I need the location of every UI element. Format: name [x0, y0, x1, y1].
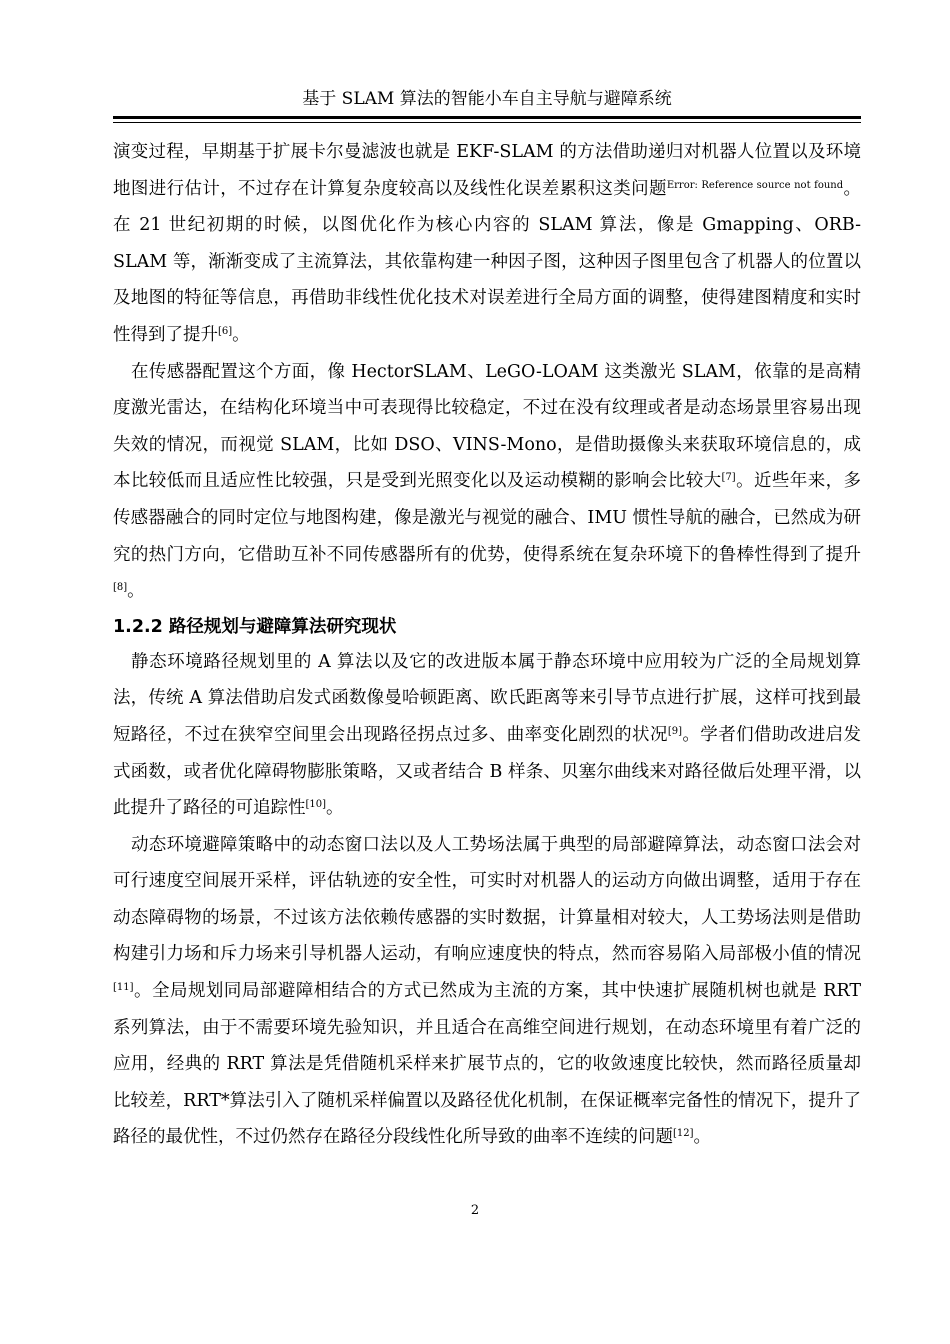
citation: [9]	[667, 725, 683, 737]
header-rule-thick	[113, 116, 861, 119]
citation: [10]	[305, 799, 327, 811]
body-text	[113, 134, 861, 1156]
paragraph-sensor-config: 在传感器配置这个方面，像 HectorSLAM、LeGO-LOAM 这类激光 SLAM，依靠的是高精度激光雷达，在结构化环境当中可表现得比较稳定，不过在没有纹理或者是动态场景里容易出现失效的情况，而视觉 SLAM，比如 DSO、VINS-Mono，是借助摄像头来获取环境信息的，成本比较低而且适应性比较强，只是受到光照变化以及运动模糊的影响会比较大[7]。近些年来，多传感器融合的同时定位与地图构建，像是激光与视觉的融合、IMU 惯性导航的融合，已然成为研究的热门方向，它借助互补不同传感器所有的优势，使得系统在复杂环境下的鲁棒性得到了提升[8]。	[113, 361, 862, 602]
citation: [6]	[218, 325, 233, 337]
reference-error: Error: Reference source not found	[666, 179, 844, 191]
citation: [11]	[113, 982, 134, 994]
paragraph-dynamic-avoidance: 动态环境避障策略中的动态窗口法以及人工势场法属于典型的局部避障算法，动态窗口法会对可行速度空间展开采样，评估轨迹的安全性，可实时对机器人的运动方向做出调整，适用于存在动态障碍物的场景，不过该方法依赖传感器的实时数据，计算量相对较大，人工势场法则是借助构建引力场和斥力场来引导机器人运动，有响应速度快的特点，然而容易陷入局部极小值的情况[11]。全局规划同局部避障相结合的方式已然成为主流的方案，其中快速扩展随机树也就是 RRT 系列算法，由于不需要环境先验知识，并且适合在高维空间进行规划，在动态环境里有着广泛的应用，经典的 RRT 算法是凭借随机采样来扩展节点的，它的收敛速度比较快，然而路径质量却比较差，RRT*算法引入了随机采样偏置以及路径优化机制，在保证概率完备性的情况下，提升了路径的最优性，不过仍然存在路径分段线性化所导致的曲率不连续的问题[12]。	[113, 834, 861, 1148]
header-rule-thin	[113, 122, 861, 123]
page-number: 2	[470, 1203, 480, 1218]
running-header: 基于 SLAM 算法的智能小车自主导航与避障系统	[302, 89, 672, 109]
citation: [7]	[721, 472, 736, 484]
paragraph-static-planning: 静态环境路径规划里的 A 算法以及它的改进版本属于静态环境中应用较为广泛的全局规划算法，传统 A 算法借助启发式函数像曼哈顿距离、欧氏距离等来引导节点进行扩展，这样可找到最短路径，不过在狭窄空间里会出现路径拐点过多、曲率变化剧烈的状况[9]。学者们借助改进启发式函数，或者优化障碍物膨胀策略，又或者结合 B 样条、贝塞尔曲线来对路径做后处理平滑，以此提升了路径的可追踪性[10]。	[113, 651, 861, 819]
section-heading: 1.2.2 路径规划与避障算法研究现状	[113, 616, 397, 637]
citation: [8]	[113, 582, 128, 594]
paragraph-slam-history: 演变过程，早期基于扩展卡尔曼滤波也就是 EKF-SLAM 的方法借助递归对机器人位置以及环境地图进行估计，不过存在计算复杂度较高以及线性化误差累积这类问题$^{Error: Reference source not found}$。在 21 世纪初期的时候，以图优化作为核心内容的 SLAM 算法，像是 Gmapping、ORB-SLAM 等，渐渐变成了主流算法，其依靠构建一种因子图，这种因子图里包含了机器人的位置以及地图的特征等信息，再借助非线性优化技术对误差进行全局方面的调整，使得建图精度和实时性得到了提升[6]。	[113, 142, 862, 345]
citation: [12]	[673, 1128, 694, 1140]
